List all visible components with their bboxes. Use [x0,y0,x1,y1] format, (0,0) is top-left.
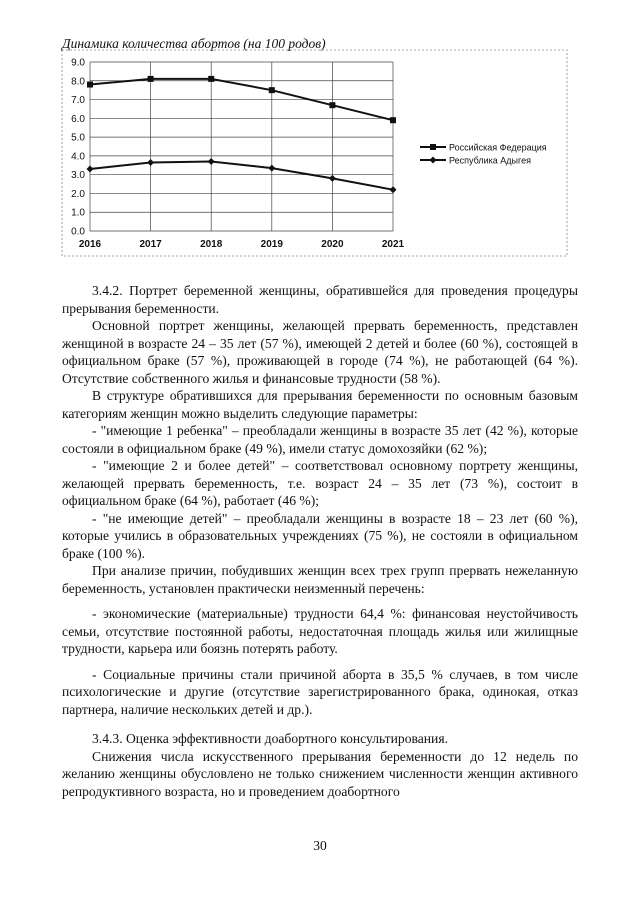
paragraph: При анализе причин, побудивших женщин всех трех групп прервать нежеланную беременность, установлен практически неизменный перечень: [62,563,578,596]
x-tick-label: 2020 [321,239,344,250]
page-number: 30 [313,838,327,853]
y-tick-label: 7.0 [71,95,85,107]
y-tick-label: 0.0 [71,226,85,238]
x-tick-label: 2019 [260,239,283,250]
reason-item: - Социальные причины стали причиной аборта в 35,5 % случаев, в том числе психологические и другие (отсутствие зарегистрированного брака, одинокая, отказ партнера, наличие нескольких детей и др.). [62,666,578,717]
x-tick-label: 2018 [200,239,223,250]
legend-marker [430,144,436,150]
legend-label: Республика Адыгея [449,155,531,166]
data-point [208,158,215,165]
y-tick-label: 4.0 [71,151,85,163]
y-tick-label: 3.0 [71,170,85,182]
y-tick-label: 9.0 [71,57,85,69]
chart-title: Динамика количества абортов (на 100 родов) [62,36,326,51]
data-point [208,76,214,82]
data-point [390,186,397,193]
bullet-item: - "не имеющие детей" – преобладали женщины в возрасте 18 – 23 лет (60 %), которые учились в образовательных учреждениях (75 %), не состояли в официальном браке (100 %). [62,510,578,561]
x-tick-label: 2016 [78,239,102,250]
section-343-heading: 3.4.3. Оценка эффективности доабортного консультирования. [92,731,448,746]
data-point [148,76,154,82]
y-tick-label: 1.0 [71,207,85,219]
paragraph: В структуре обратившихся для прерывания беременности по основным базовым категориям женщин можно выделить следующие параметры: [62,388,578,421]
data-point [390,117,396,123]
legend-label: Российская Федерация [449,142,547,153]
paragraph: Основной портрет женщины, желающей прервать беременность, представлен женщиной в возрасте 24 – 35 лет (57 %), имеющей 2 детей и более (60 %), состоящей в официальном браке (57 %), проживающей в городе (74 %), не работающей (64 %). Отсутствие собственного жилья и финансовые трудности (58 %). [62,318,578,386]
data-point [87,82,93,88]
document-body [62,282,578,800]
data-point [147,159,154,166]
series-line [90,162,393,190]
data-point [87,166,94,173]
reason-item: - экономические (материальные) трудности 64,4 %: финансовая неустойчивость семьи, отсутствие постоянной работы, недостаточная площадь жилья или жилищные трудности, карьера или боязнь потерять работу. [62,606,578,656]
data-point [269,87,275,93]
paragraph: Снижения числа искусственного прерывания беременности до 12 недель по желанию женщины обусловлено не только снижением численности женщин активного репродуктивного возраста, но и проведением доабортного [62,748,578,799]
data-point [268,165,275,172]
y-tick-label: 8.0 [71,76,85,88]
legend-marker [430,157,437,164]
section-342-heading: 3.4.2. Портрет беременной женщины, обратившейся для проведения процедуры прерывания беременности. [62,283,578,316]
data-point [329,175,336,182]
bullet-item: - "имеющие 2 и более детей" – соответствовал основному портрету женщины, желающей прервать беременность, т.е. возраст 24 – 35 лет (73 %), состоит в официальном браке (64 %), работает (46 %); [62,458,578,508]
x-tick-label: 2017 [139,239,162,250]
y-tick-label: 5.0 [71,132,85,144]
abortion-dynamics-chart [0,0,640,270]
x-tick-label: 2021 [381,239,405,250]
data-point [329,102,335,108]
bullet-item: - "имеющие 1 ребенка" – преобладали женщины в возрасте 35 лет (42 %), которые состояли в официальном браке (49 %), имели статус домохозяйки (62 %); [62,423,578,456]
y-tick-label: 2.0 [71,188,85,200]
y-tick-label: 6.0 [71,113,85,125]
